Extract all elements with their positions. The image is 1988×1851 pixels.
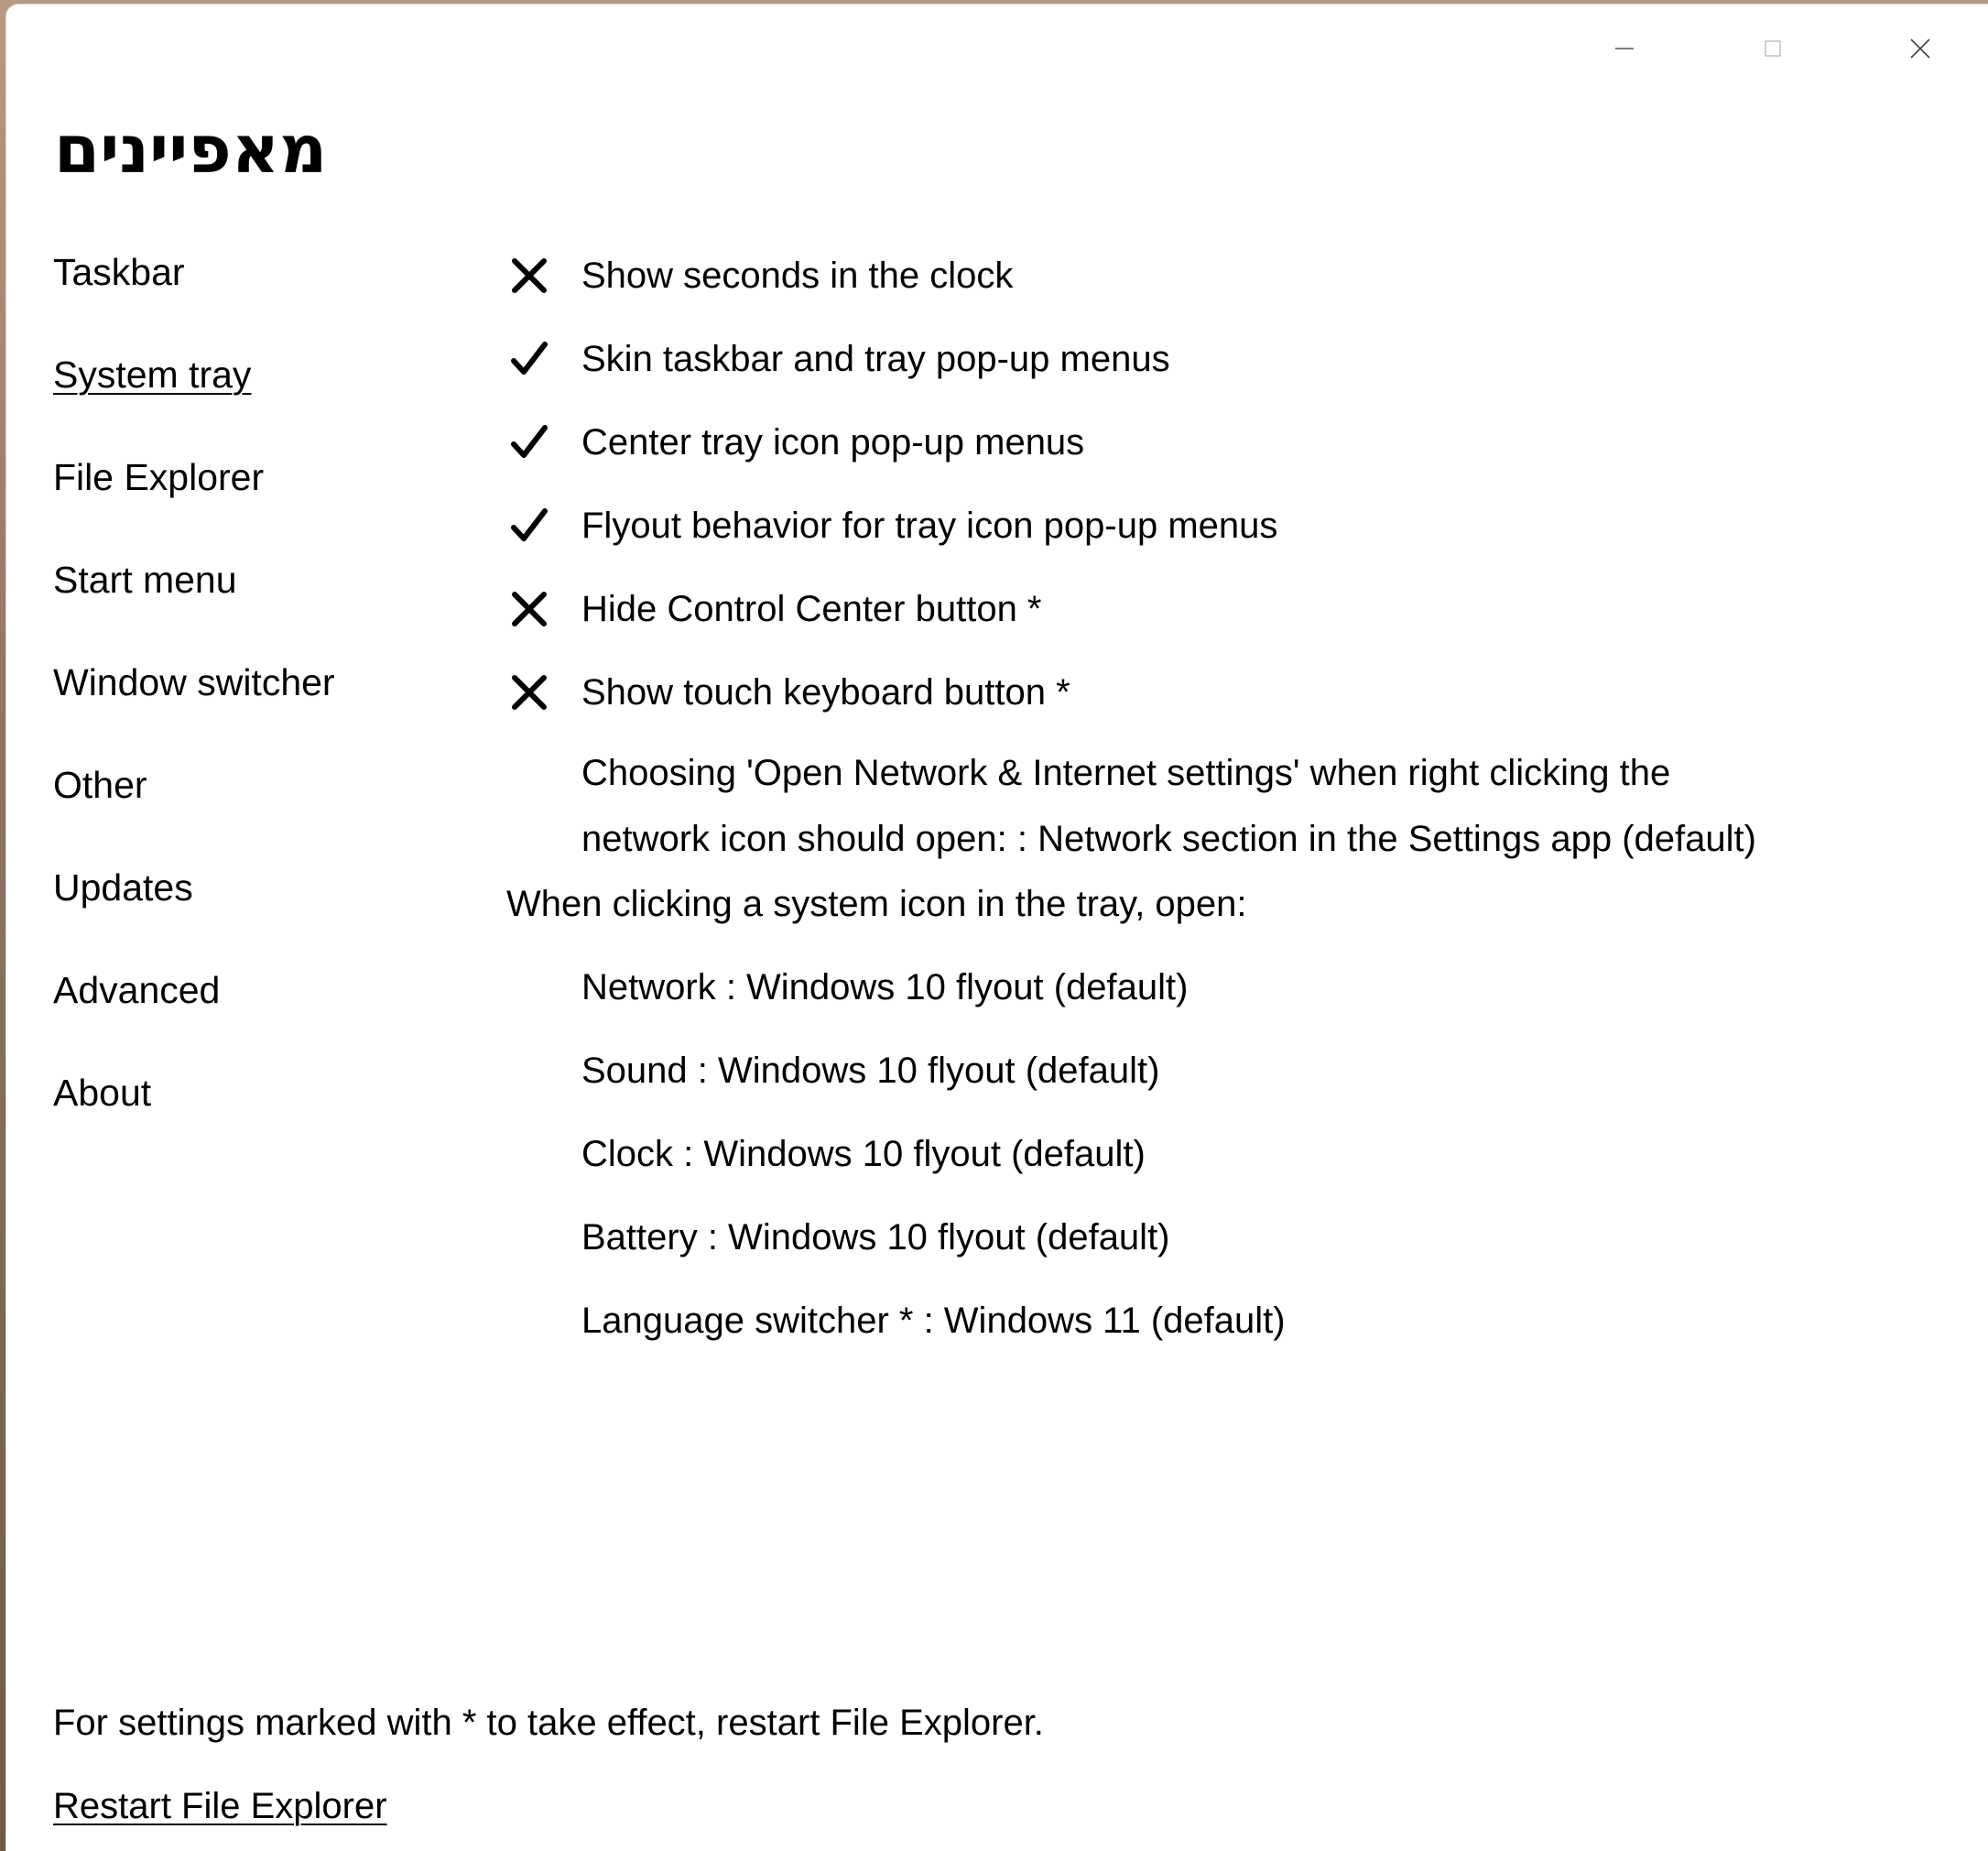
option-touch-keyboard[interactable] xyxy=(506,664,1935,721)
sidebar-item-updates[interactable] xyxy=(53,865,438,910)
option-label: Show seconds in the clock xyxy=(581,256,1014,296)
maximize-button[interactable] xyxy=(1744,23,1802,74)
tray-clock-option[interactable]: Clock : Windows 10 flyout (default) xyxy=(581,1134,1146,1174)
check-icon xyxy=(506,336,552,382)
option-label: Center tray icon pop-up menus xyxy=(581,422,1085,463)
tray-sound-option[interactable]: Sound : Windows 10 flyout (default) xyxy=(581,1051,1160,1091)
maximize-icon xyxy=(1763,38,1783,59)
option-label: Hide Control Center button * xyxy=(581,589,1042,629)
network-settings-line: Choosing 'Open Network & Internet settings' when right clicking the xyxy=(581,753,1671,793)
sidebar-item-file-explorer[interactable] xyxy=(53,454,438,500)
minimize-icon xyxy=(1614,38,1635,59)
sidebar-item-taskbar[interactable] xyxy=(53,249,438,295)
sidebar-item-start-menu[interactable] xyxy=(53,557,438,603)
option-skin-menus[interactable] xyxy=(506,331,1935,387)
close-button[interactable] xyxy=(1891,23,1950,74)
option-label: Show touch keyboard button * xyxy=(581,672,1070,713)
sidebar-item-window-switcher[interactable] xyxy=(53,659,438,705)
settings-content xyxy=(506,247,1935,1376)
sidebar-item-label: Updates xyxy=(53,866,193,909)
sidebar-item-label: About xyxy=(53,1072,152,1114)
restart-file-explorer-link[interactable]: Restart File Explorer xyxy=(53,1786,387,1826)
sidebar-item-label: Window switcher xyxy=(53,661,335,703)
sidebar-nav xyxy=(53,249,438,1172)
sidebar-item-label: Start menu xyxy=(53,559,237,601)
minimize-button[interactable] xyxy=(1595,23,1654,74)
sidebar-item-label: File Explorer xyxy=(53,456,265,498)
option-flyout-behavior[interactable] xyxy=(506,497,1935,554)
sidebar-item-about[interactable] xyxy=(53,1070,438,1116)
close-icon xyxy=(1909,38,1931,60)
option-hide-control-center[interactable] xyxy=(506,581,1935,637)
check-icon xyxy=(506,419,552,465)
tray-battery-option[interactable]: Battery : Windows 10 flyout (default) xyxy=(581,1217,1170,1258)
cross-icon xyxy=(506,586,552,632)
restart-note: For settings marked with * to take effect, restart File Explorer. xyxy=(53,1703,1044,1743)
tray-language-switcher-option[interactable]: Language switcher * : Windows 11 (default) xyxy=(581,1301,1286,1341)
sidebar-item-label: Taskbar xyxy=(53,251,185,293)
option-label: Flyout behavior for tray icon pop-up menus xyxy=(581,506,1278,546)
cross-icon xyxy=(506,253,552,299)
page-title: מאפיינים xyxy=(54,111,328,188)
option-show-seconds[interactable] xyxy=(506,247,1935,304)
option-label: Skin taskbar and tray pop-up menus xyxy=(581,339,1170,379)
tray-section-title: When clicking a system icon in the tray, open: xyxy=(506,884,1247,924)
network-settings-line: network icon should open: : Network section in the Settings app (default) xyxy=(581,819,1756,859)
sidebar-item-other[interactable] xyxy=(53,762,438,808)
option-center-menus[interactable] xyxy=(506,414,1935,471)
cross-icon xyxy=(506,670,552,715)
network-settings-option[interactable] xyxy=(581,740,1882,872)
tray-network-option[interactable]: Network : Windows 10 flyout (default) xyxy=(581,967,1189,1007)
sidebar-item-system-tray[interactable] xyxy=(53,352,438,397)
sidebar-item-advanced[interactable] xyxy=(53,967,438,1013)
properties-window xyxy=(5,4,1988,1851)
check-icon xyxy=(506,503,552,549)
sidebar-item-label: System tray xyxy=(53,354,252,396)
sidebar-item-label: Advanced xyxy=(53,969,221,1011)
sidebar-item-label: Other xyxy=(53,764,147,806)
